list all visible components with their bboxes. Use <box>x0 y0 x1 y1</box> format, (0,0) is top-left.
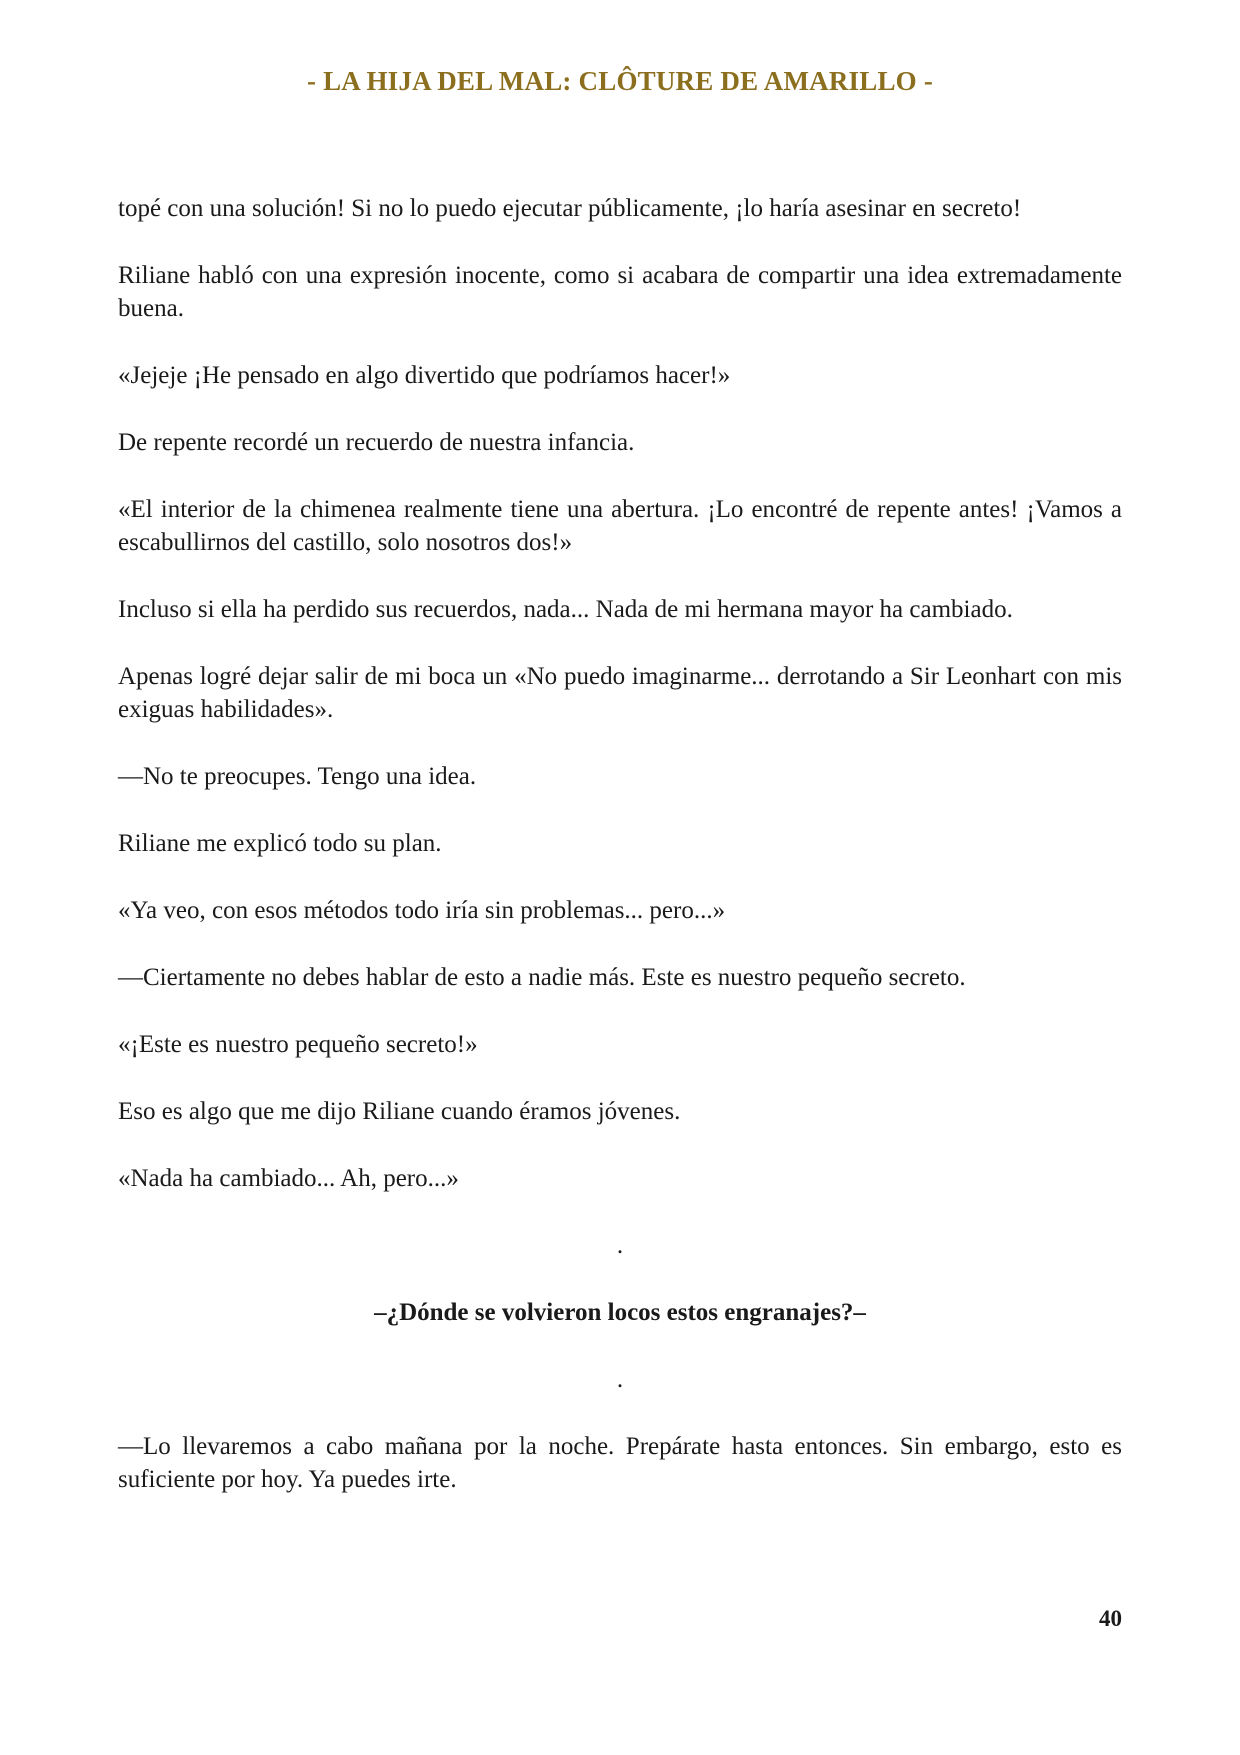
paragraph: «Jejeje ¡He pensado en algo divertido que podríamos hacer!» <box>118 362 731 389</box>
paragraph: De repente recordé un recuerdo de nuestra infancia. <box>118 429 635 456</box>
paragraph: «Nada ha cambiado... Ah, pero...» <box>118 1165 459 1192</box>
body-text <box>118 192 1122 1530</box>
scene-separator-top: . <box>616 1232 624 1259</box>
paragraph: Apenas logré dejar salir de mi boca un «No puedo imaginarme... derrotando a Sir Leonhart con mis exiguas habilidades». <box>118 663 1122 723</box>
paragraph: Eso es algo que me dijo Riliane cuando éramos jóvenes. <box>118 1098 681 1125</box>
paragraph: Riliane habló con una expresión inocente, como si acabara de compartir una idea extremadamente buena. <box>118 262 1122 322</box>
paragraph: «¡Este es nuestro pequeño secreto!» <box>118 1031 478 1058</box>
paragraph: —Ciertamente no debes hablar de esto a nadie más. Este es nuestro pequeño secreto. <box>118 964 966 991</box>
paragraph: —No te preocupes. Tengo una idea. <box>118 763 477 790</box>
paragraph: Riliane me explicó todo su plan. <box>118 830 442 857</box>
section-title: –¿Dónde se volvieron locos estos engranajes?– <box>374 1299 866 1326</box>
paragraph: Incluso si ella ha perdido sus recuerdos, nada... Nada de mi hermana mayor ha cambiado. <box>118 596 1013 623</box>
running-header: - LA HIJA DEL MAL: CLÔTURE DE AMARILLO - <box>306 66 934 96</box>
paragraph: topé con una solución! Si no lo puedo ejecutar públicamente, ¡lo haría asesinar en secreto! <box>118 195 1022 222</box>
paragraph: «El interior de la chimenea realmente tiene una abertura. ¡Lo encontré de repente antes! ¡Vamos a escabullirnos del castillo, solo nosotros dos!» <box>118 496 1122 556</box>
paragraph: «Ya veo, con esos métodos todo iría sin problemas... pero...» <box>118 897 726 924</box>
closing-paragraph: —Lo llevaremos a cabo mañana por la noche. Prepárate hasta entonces. Sin embargo, esto es suficiente por hoy. Ya puedes irte. <box>118 1433 1122 1493</box>
scene-separator-bottom: . <box>616 1366 624 1393</box>
page-number: 40 <box>1099 1606 1122 1631</box>
